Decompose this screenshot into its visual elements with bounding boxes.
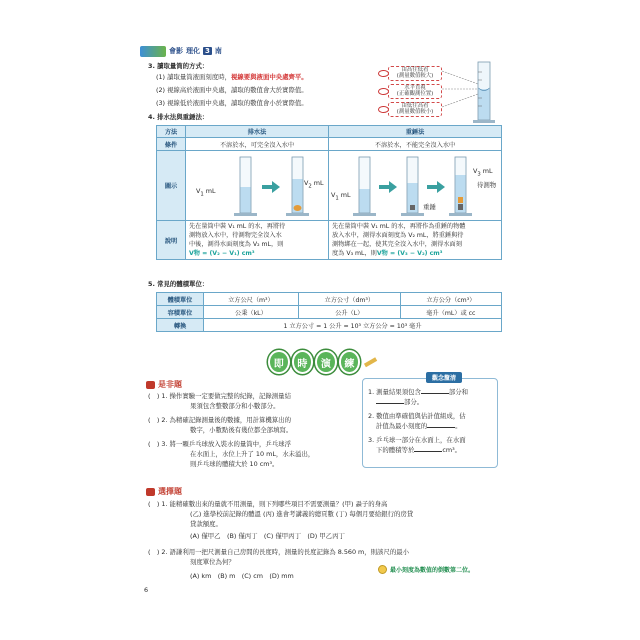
units-table (156, 292, 502, 332)
exp-disp-line: 中後，測得水面刻度為 V₂ mL，則 (189, 241, 284, 248)
v1-letter: V (196, 187, 201, 195)
row-conversion: 轉換 (157, 319, 204, 332)
unit-cell: 公升（L） (298, 306, 400, 319)
c3c: cm³。 (442, 446, 462, 454)
note-level-sub: (正確觀測位置) (396, 91, 434, 98)
label-v1-disp (196, 187, 216, 198)
exp-sink-line: 先在量筒中裝 V₁ mL 的水，再將作為重錘的物體 (332, 223, 466, 230)
answer-blank[interactable] (376, 403, 404, 404)
label-sinker: 重錘 (423, 203, 436, 211)
concept-3b (376, 446, 461, 454)
unit-cell: 立方公分（cm³） (400, 293, 501, 306)
note-low-sub: (測量數值較小) (396, 109, 434, 116)
mc-q1-line: (乙) 進學校前記錄的體溫 (丙) 進會考講義的總頁數 (丁) 每個月要給銀行的房貸 (190, 510, 414, 518)
row-capacity-units: 容積單位 (157, 306, 204, 319)
v2-unit: mL (311, 179, 324, 187)
c2b: 計值為最小刻度的 (376, 422, 428, 430)
exp-sink-line: 測物綁在一起，使其完全沒入水中，測得水面刻 (332, 241, 462, 248)
unit-cell: 立方公寸（dm³） (298, 293, 400, 306)
tf-q3-line: 則乒乓球的體積大於 10 cm³。 (190, 460, 279, 468)
header-title: 理化 (186, 47, 200, 55)
unit-cell: 公秉（kL） (204, 306, 299, 319)
label-v1-sink (331, 191, 351, 202)
exp-sink-line: 放入水中，測得水面刻度為 V₂ mL，將重錘與待 (332, 232, 464, 239)
exp-disp-line: 先在量筒中裝 V₁ mL 的水，再將待 (189, 223, 286, 230)
mc-q2-line: ( ) 2. 語謙利用一把尺測量自己房間的長度時，測量的長度記錄為 8.560 m，則該尺的最小 (148, 548, 410, 556)
concept-2: 2. 數值由準確值與估計值組成，估 (368, 412, 466, 420)
label-v3-sink (473, 167, 493, 178)
concept-3: 3. 乒乓球一部分在水面上，在水面 (368, 436, 466, 444)
page-number: 6 (144, 586, 149, 594)
methods-table (156, 125, 502, 260)
page-header (140, 44, 222, 58)
exp-sink-last (332, 249, 498, 258)
s3-heading: 3. 讀取量筒的方式： (148, 62, 209, 70)
v3-unit: mL (480, 167, 493, 175)
answer-blank[interactable] (414, 451, 442, 452)
label-object: 待測物 (477, 181, 497, 189)
banner-char: 即 (268, 350, 290, 374)
note-low-title: 由低往高看 (401, 103, 429, 109)
tf-q1-line: ( ) 1. 操作實驗一定要做完整的紀錄，記錄測量結 (148, 392, 291, 400)
v2-letter: V (304, 179, 309, 187)
row-condition: 條件 (157, 138, 186, 151)
unit-cell: 立方公尺（m³） (204, 293, 299, 306)
v3-letter: V (473, 167, 478, 175)
s3-line1-emphasis: 視線要與液面中央處齊平。 (231, 73, 308, 81)
banner-char: 練 (339, 350, 361, 374)
v1s-sub: 1 (335, 195, 339, 202)
note-level-title: 水平直視 (404, 85, 426, 91)
pencil-icon (362, 353, 378, 371)
c1c: 部分。 (404, 398, 424, 406)
v1-unit: mL (203, 187, 216, 195)
row-explain: 說明 (157, 221, 186, 260)
tf-q2-line: 數字，小數點後有幾位都全部填寫。 (190, 426, 293, 434)
tf-title (146, 379, 182, 390)
explain-displacement (186, 221, 329, 260)
answer-blank[interactable] (421, 393, 449, 394)
c1b: 部分和 (448, 388, 469, 396)
exp-sink-formula: V物 = (V₃ − V₂) cm³ (376, 250, 443, 257)
concept-1b (376, 398, 423, 406)
c2c: 。 (455, 422, 462, 430)
mc-q2-line: 刻度單位為何？ (190, 558, 235, 566)
col-sinker: 重錘法 (329, 126, 502, 138)
tf-q3-line: 在水面上，水位上升了 10 mL，水未溢出， (190, 450, 315, 458)
mc-q1-options: (A) 僅甲乙 (B) 僅丙丁 (C) 僅甲丙丁 (D) 甲乙丙丁 (190, 532, 345, 540)
c3b: 下的體積等於 (376, 446, 415, 454)
banner-char: 時 (292, 350, 314, 374)
v1s-unit: mL (338, 191, 351, 199)
exp-disp-line: 測物放入水中，待測物完全沒入水 (189, 232, 282, 239)
tf-q2-line: ( ) 2. 為精確記錄測量後的數據，用計算機算出的 (148, 416, 291, 424)
explain-sinker (329, 221, 502, 260)
cond-displacement: 不溶於水，可完全沒入水中 (186, 138, 329, 151)
exp-sink-line: 度為 V₃ mL，則 (332, 250, 377, 257)
concept-2b (376, 422, 462, 430)
exp-disp-formula: V物 = (V₂ − V₁) cm³ (189, 250, 255, 257)
note-low (388, 102, 442, 117)
banner-char: 演 (315, 350, 337, 374)
answer-blank[interactable] (427, 427, 455, 428)
mc-q1-line: 貸款額度。 (190, 520, 222, 528)
v3-sub: 3 (477, 171, 481, 178)
flag-icon (146, 381, 155, 389)
s3-line3: (3) 視線低於液面中央處，讀取的數值會小於實際值。 (156, 99, 308, 107)
lightbulb-icon (378, 565, 387, 574)
conversion-cell: 1 立方公寸 = 1 公升 = 10³ 立方公分 = 10³ 毫升 (204, 319, 502, 332)
v1s-letter: V (331, 191, 336, 199)
col-displacement: 排水法 (186, 126, 329, 138)
mc-q2-options: (A) km (B) m (C) cm (D) mm (190, 572, 294, 580)
s4-heading: 4. 排水法與重錘法： (148, 113, 209, 121)
mc-title (146, 486, 182, 497)
c1a: 1. 測量結果須包含 (368, 388, 421, 396)
tf-q3-line: ( ) 3. 將一顆乒乓球放入裝水的量筒中，乒乓球浮 (148, 440, 291, 448)
note-high-sub: (測量數值較大) (396, 73, 434, 80)
mc-q1-line: ( ) 1. 能精確數出來的量就不用測量，則下列哪些項目不需要測量？(甲) 蝨子的身高 (148, 500, 388, 508)
tf-q1-line: 果須包含整數部分和小數部分。 (190, 402, 280, 410)
cylinder-reading-diagram (440, 58, 500, 124)
row-volume-units: 體積單位 (157, 293, 204, 306)
note-level (388, 84, 442, 99)
note-high-title: 由高往低看 (401, 67, 429, 73)
s5-heading: 5. 常見的體積單位： (148, 280, 209, 288)
displacement-diagram (200, 153, 320, 219)
s3-line1 (156, 73, 308, 81)
note-high (388, 66, 442, 81)
col-method: 方法 (157, 126, 186, 138)
cond-sinker: 不溶於水，不能完全沒入水中 (329, 138, 502, 151)
fig-sinker (329, 151, 502, 221)
header-suffix: 南 (214, 47, 222, 55)
v2-sub: 2 (308, 183, 312, 190)
hint-note (378, 565, 474, 574)
flag-icon (146, 488, 155, 496)
label-v2-disp (304, 179, 324, 190)
practice-banner (268, 348, 378, 376)
concept-tag: 觀念釐清 (426, 372, 462, 383)
tf-title-text: 是非題 (158, 380, 182, 389)
series-logo-icon (140, 46, 166, 57)
unit-cell: 毫升（mL）或 cc (400, 306, 501, 319)
s3-line2: (2) 視線高於液面中央處，讀取的數值會大於實際值。 (156, 86, 308, 94)
hint-text: 最小刻度為數值的倒數第二位。 (390, 567, 475, 574)
row-figure: 圖示 (157, 151, 186, 221)
mc-title-text: 選擇題 (158, 487, 182, 496)
header-volume: 3 (205, 47, 210, 55)
s3-line1-text: (1) 讀取量筒液面刻度時， (156, 73, 231, 81)
concept-1 (368, 388, 468, 396)
header-prefix: 會影 (169, 47, 183, 55)
v1-sub: 1 (200, 191, 204, 198)
fig-displacement (186, 151, 329, 221)
